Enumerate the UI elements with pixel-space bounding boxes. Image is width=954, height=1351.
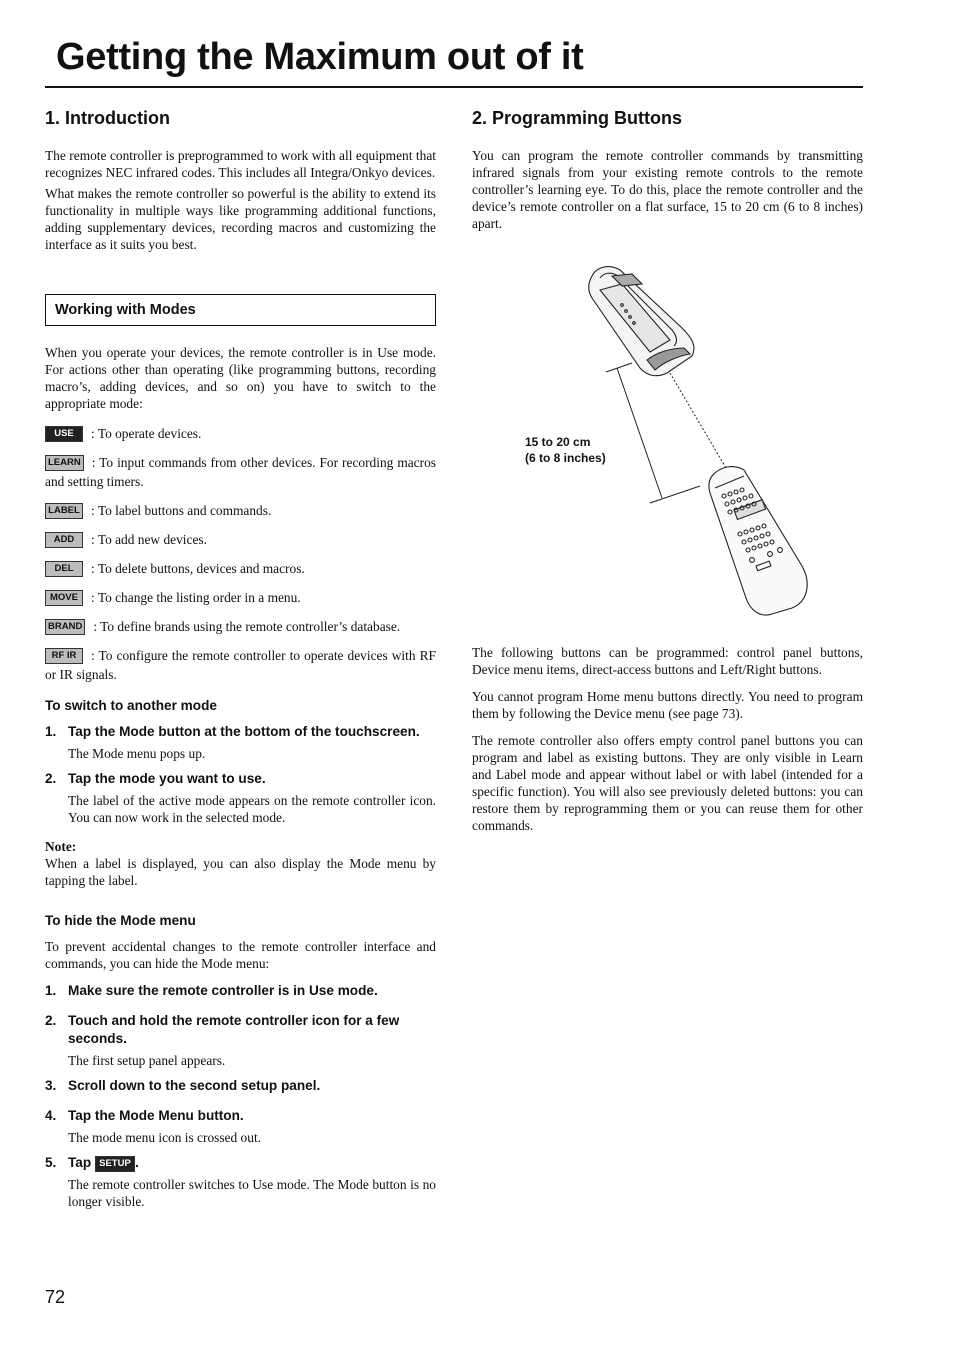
modes-box-heading: Working with Modes: [45, 294, 436, 326]
use-mode-badge: USE: [45, 426, 83, 442]
brand-mode-badge: BRAND: [45, 619, 85, 635]
mode-item-move: [45, 588, 436, 607]
right-column: [472, 108, 863, 838]
title-rule: [45, 86, 863, 88]
page-number: 72: [45, 1287, 66, 1307]
label-mode-badge: LABEL: [45, 503, 83, 519]
step: 2. Tap the mode you want to use.: [45, 771, 266, 786]
step: 4. Tap the Mode Menu button.: [45, 1108, 244, 1123]
mode-desc: : To delete buttons, devices and macros.: [91, 561, 305, 576]
distance-label: 15 to 20 cm (6 to 8 inches): [525, 435, 606, 465]
note-text: When a label is displayed, you can also display the Mode menu by tapping the label.: [45, 856, 436, 888]
setup-badge: SETUP: [95, 1156, 135, 1172]
step-detail: The Mode menu pops up.: [68, 746, 206, 761]
ir-beam-line: [670, 373, 726, 468]
mode-item-label: [45, 501, 436, 520]
mode-item-use: [45, 424, 436, 443]
intro-heading: 1. Introduction: [45, 108, 170, 128]
step: 1. Tap the Mode button at the bottom of the touchscreen.: [45, 724, 420, 739]
mode-item-rfir: [45, 646, 436, 684]
mode-item-del: [45, 559, 436, 578]
remote-distance-figure: [472, 248, 863, 628]
del-mode-badge: DEL: [45, 561, 83, 577]
mode-item-add: [45, 530, 436, 549]
mode-desc: : To input commands from other devices. For recording macros and setting timers.: [45, 455, 436, 489]
hide-mode-intro: To prevent accidental changes to the remote controller interface and commands, you can hide the Mode menu:: [45, 939, 436, 971]
step-detail: The mode menu icon is crossed out.: [68, 1130, 262, 1145]
page-title: Getting the Maximum out of it: [56, 36, 584, 78]
mode-desc: : To add new devices.: [91, 532, 207, 547]
mode-desc: : To label buttons and commands.: [91, 503, 272, 518]
programming-paragraph: The following buttons can be programmed: control panel buttons, Device menu items, direct-access buttons and Left/Right buttons.: [472, 645, 863, 677]
mode-desc: : To operate devices.: [91, 426, 202, 441]
programming-paragraph: You cannot program Home menu buttons directly. You need to program them by following the Device menu (see page 73).: [472, 689, 863, 721]
step: 5. Tap SETUP .: [45, 1155, 139, 1170]
step-detail: The first setup panel appears.: [68, 1053, 226, 1068]
mode-desc: : To change the listing order in a menu.: [91, 590, 301, 605]
mode-desc: : To define brands using the remote controller’s database.: [93, 619, 401, 634]
programming-paragraph: The remote controller also offers empty control panel buttons you can program and label as existing buttons. They are only visible in Learn and Label mode and appear without label or with label (intended for a specific function). You will also see previously deleted buttons: you can restore them by reprogramming them or you can reuse them for other commands.: [472, 733, 863, 833]
learn-mode-badge: LEARN: [45, 455, 84, 471]
step-detail: The label of the active mode appears on the remote controller icon. You can now work in the selected mode.: [68, 793, 436, 825]
intro-paragraph: What makes the remote controller so powerful is the ability to extend its functionality in multiple ways like programming additional functions, adding supplementary devices, recording macros and customizing the interface as it suits you best.: [45, 186, 436, 252]
rf-ir-mode-badge: RF IR: [45, 648, 83, 664]
step: 3. Scroll down to the second setup panel.: [45, 1078, 321, 1093]
mode-item-learn: [45, 453, 436, 491]
device-remote-icon: [709, 467, 807, 615]
distance-dimension-icon: [606, 363, 700, 503]
note-label: Note:: [45, 839, 77, 854]
step: 2. Touch and hold the remote controller icon for a few seconds.: [45, 1013, 400, 1046]
mode-desc: : To configure the remote controller to operate devices with RF or IR signals.: [45, 648, 436, 682]
touchscreen-remote-icon: [589, 267, 694, 376]
add-mode-badge: ADD: [45, 532, 83, 548]
hide-mode-heading: To hide the Mode menu: [45, 913, 196, 928]
programming-heading: 2. Programming Buttons: [472, 108, 683, 128]
step-detail: The remote controller switches to Use mode. The Mode button is no longer visible.: [68, 1177, 436, 1209]
move-mode-badge: MOVE: [45, 590, 83, 606]
programming-intro: You can program the remote controller commands by transmitting infrared signals from your existing remote controls to the remote controller’s learning eye. To do this, place the remote controller and the device’s remote controller on a flat surface, 15 to 20 cm (6 to 8 inches) apart.: [472, 148, 863, 231]
left-column: [45, 108, 436, 1218]
switch-mode-heading: To switch to another mode: [45, 698, 217, 713]
step: 1. Make sure the remote controller is in Use mode.: [45, 983, 378, 998]
modes-intro: When you operate your devices, the remote controller is in Use mode. For actions other than operating (like programming buttons, recording macro’s, adding devices, and so on) you have to switch to the appropriate mode:: [45, 345, 436, 411]
intro-paragraph: The remote controller is preprogrammed to work with all equipment that recognizes NEC infrared codes. This includes all Integra/Onkyo devices.: [45, 148, 436, 180]
mode-item-brand: [45, 617, 436, 636]
